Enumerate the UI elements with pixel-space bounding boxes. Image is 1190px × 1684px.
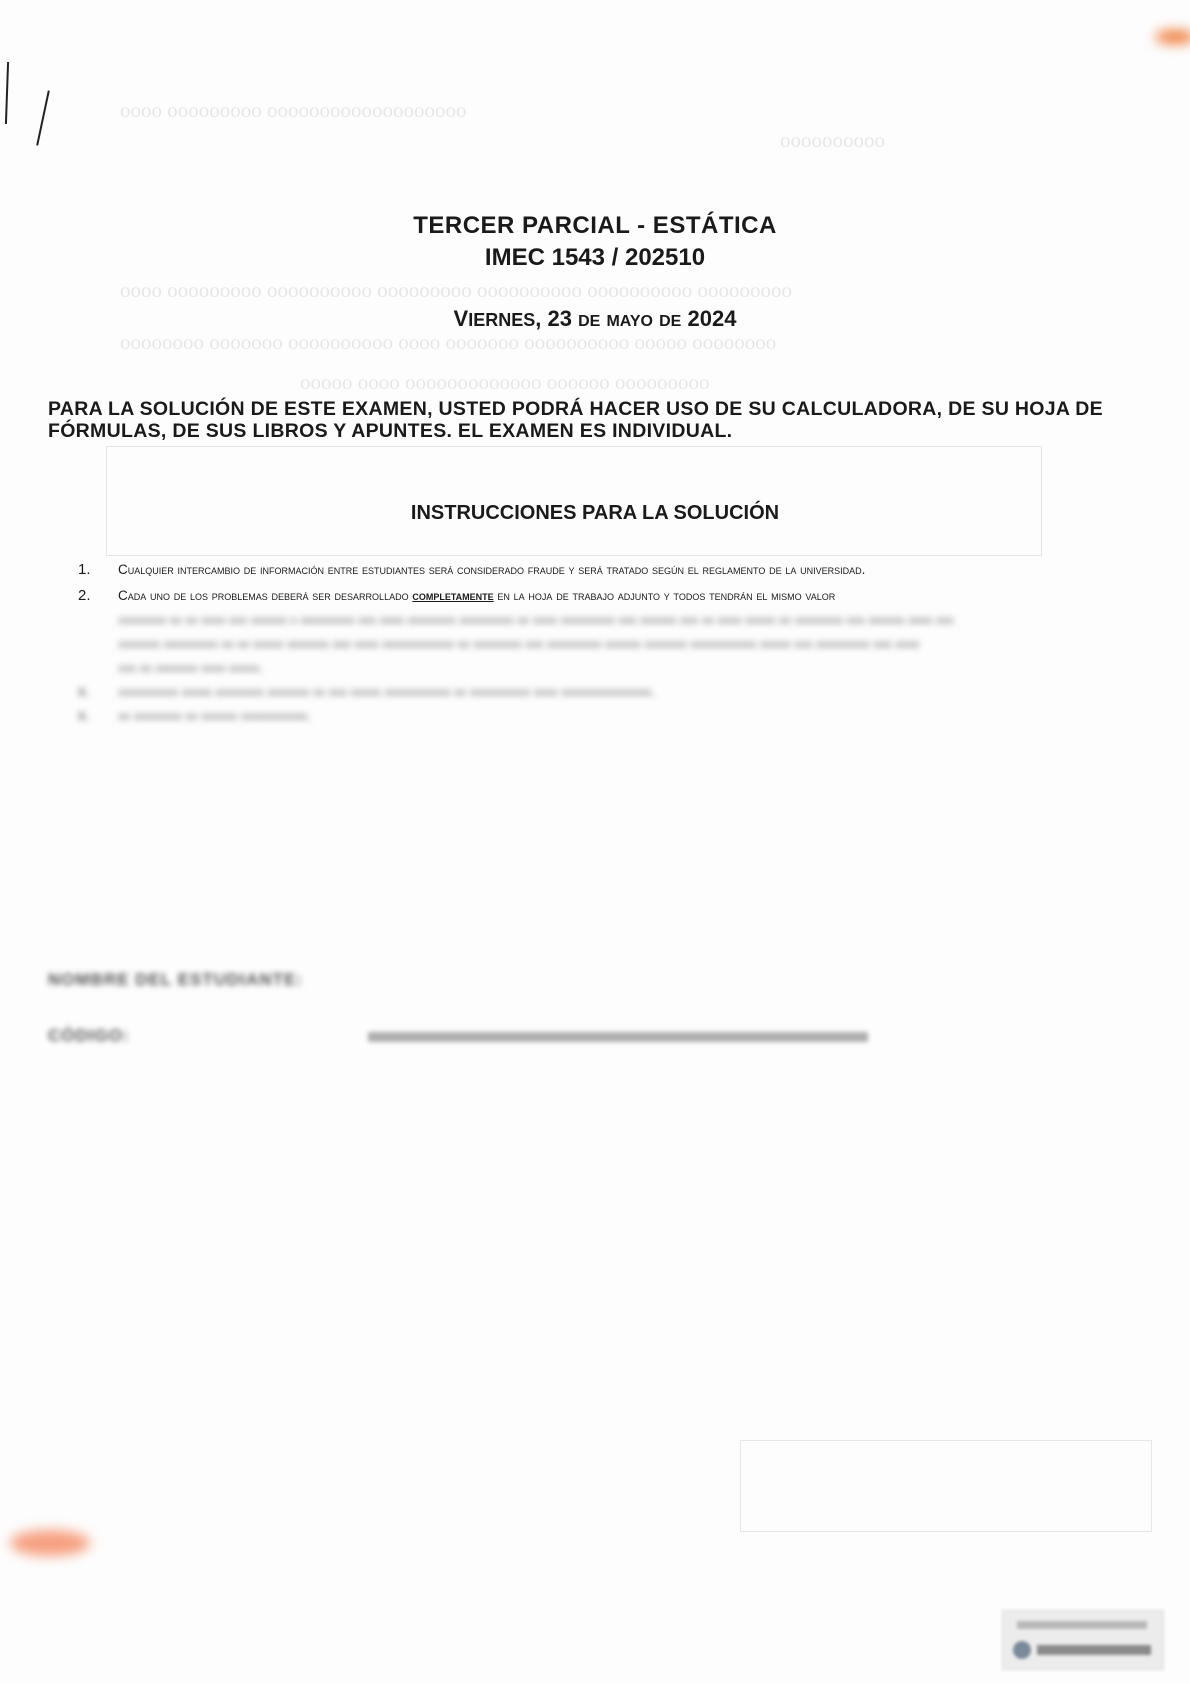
bleed-through-text: oooooooo ooooo oooooooooo ooooooo oooo oooooooooo ooooooo oooooooo (120, 330, 777, 354)
orange-stain (1155, 30, 1190, 44)
bleed-through-text: ooooooooo oooooo ooooooooooooo oooo ooooo (300, 370, 710, 394)
instruction-item-3: x. xxxxxxxxxx xxxxx xxxxxxxx xxxxxxx xx xxx xxxxx xxxxxxxxxxx xx xxxxxxxxxx xxxx xxxxxxxxxxxxxxx. (78, 683, 656, 700)
student-code-field: CÓDIGO: (48, 1026, 130, 1045)
instruction-item-2 (78, 584, 1148, 680)
bleed-through-text: ooooooooo oooooooooo oooooooooo ooooooooo oooooooooo ooooooooo oooo (120, 278, 792, 302)
exam-date: VIERNES, 23 DE MAYO DE 2024 (453, 306, 737, 331)
item-text: Cualquier intercambio de información entre estudiantes será considerado fraude y será tratado según el reglamento de la universidad. (118, 562, 866, 577)
redacted-text: xxxxxxxx xx xx xxxx xxx xxxxxx x xxxxxxxxx xxx xxxx xxxxxxxx xxxxxxxxx xx xxxx xxxxxxxxx xxx xxxxxx xxx xx xxxx xxxxx xx xxxxxxxx xxx xxxxxx xxxx xxx (118, 612, 954, 627)
bleed-through-text: oooooooooo (780, 128, 885, 152)
pink-stain (10, 1530, 90, 1556)
instructions-list (78, 558, 1148, 728)
item-text: Cada uno de los problemas deberá ser desarrollado completamente en la hoja de trabajo adjunto y todos tendrán el mismo valor xxxxxxxx xx xx xxxx xxx xxxxxx x xxxxxxxxx xxx xxxx xxxxxxxx xxxxxxxxx xx xxxx xxxxxxxxx xxx xxxxxx xxx xx xxxx xxxxx xx xxxxxxxx xxx xxxxxx xxxx xxx xxxxxxx xxxxxxxxx xx xx xxxxx xxxxxxx xxx xxxx xxxxxxxxxxxx xx xxxxxxxx xxx xxxxxxxxx xxxxxx xxxxxxx xxxxxxxxxxx xxxxx xxx xxxxxxxxx xxx xxxx xxx xx xxxxxxx xxxx xxxxx. (118, 584, 1148, 680)
bleed-through-text: ooooooooooooooooooo ooooooooo oooo (120, 98, 467, 122)
signature-line (368, 1032, 868, 1042)
pen-mark (36, 90, 50, 145)
exam-title: TERCER PARCIAL - ESTÁTICA (413, 212, 777, 239)
instruction-item-4: x. xx xxxxxxxx xx xxxxxx xxxxxxxxxxx. (78, 707, 311, 724)
bleed-through-box (106, 446, 1042, 556)
instruction-item-1 (78, 558, 1148, 582)
scanner-watermark (1002, 1610, 1164, 1670)
redacted-text: xxxxxxx xxxxxxxxx xx xx xxxxx xxxxxxx xxx xxxx xxxxxxxxxxxx xx xxxxxxxx xxx xxxxxxxxx xxxxxx xxxxxxx xxxxxxxxxxx xxxxx xxx xxxxxxxxx xxx xxxx (118, 636, 920, 651)
exam-notice: PARA LA SOLUCIÓN DE ESTE EXAMEN, USTED PODRÁ HACER USO DE SU CALCULADORA, DE SU HOJA DE FÓRMULAS, DE SUS LIBROS Y APUNTES. EL EXAMEN ES INDIVIDUAL. (48, 398, 1103, 442)
course-code: IMEC 1543 / 202510 (484, 244, 706, 271)
student-name-field: NOMBRE DEL ESTUDIANTE: (48, 970, 303, 989)
bleed-through-box (740, 1440, 1152, 1532)
item-number: 2. (78, 587, 91, 604)
pen-mark (5, 62, 9, 124)
scanner-logo-icon (1013, 1641, 1031, 1659)
instructions-heading: INSTRUCCIONES PARA LA SOLUCIÓN (410, 502, 780, 524)
item-number: 1. (78, 561, 91, 578)
redacted-text: xxx xx xxxxxxx xxxx xxxxx. (118, 660, 263, 675)
emphasis-completamente: completamente (412, 588, 494, 603)
